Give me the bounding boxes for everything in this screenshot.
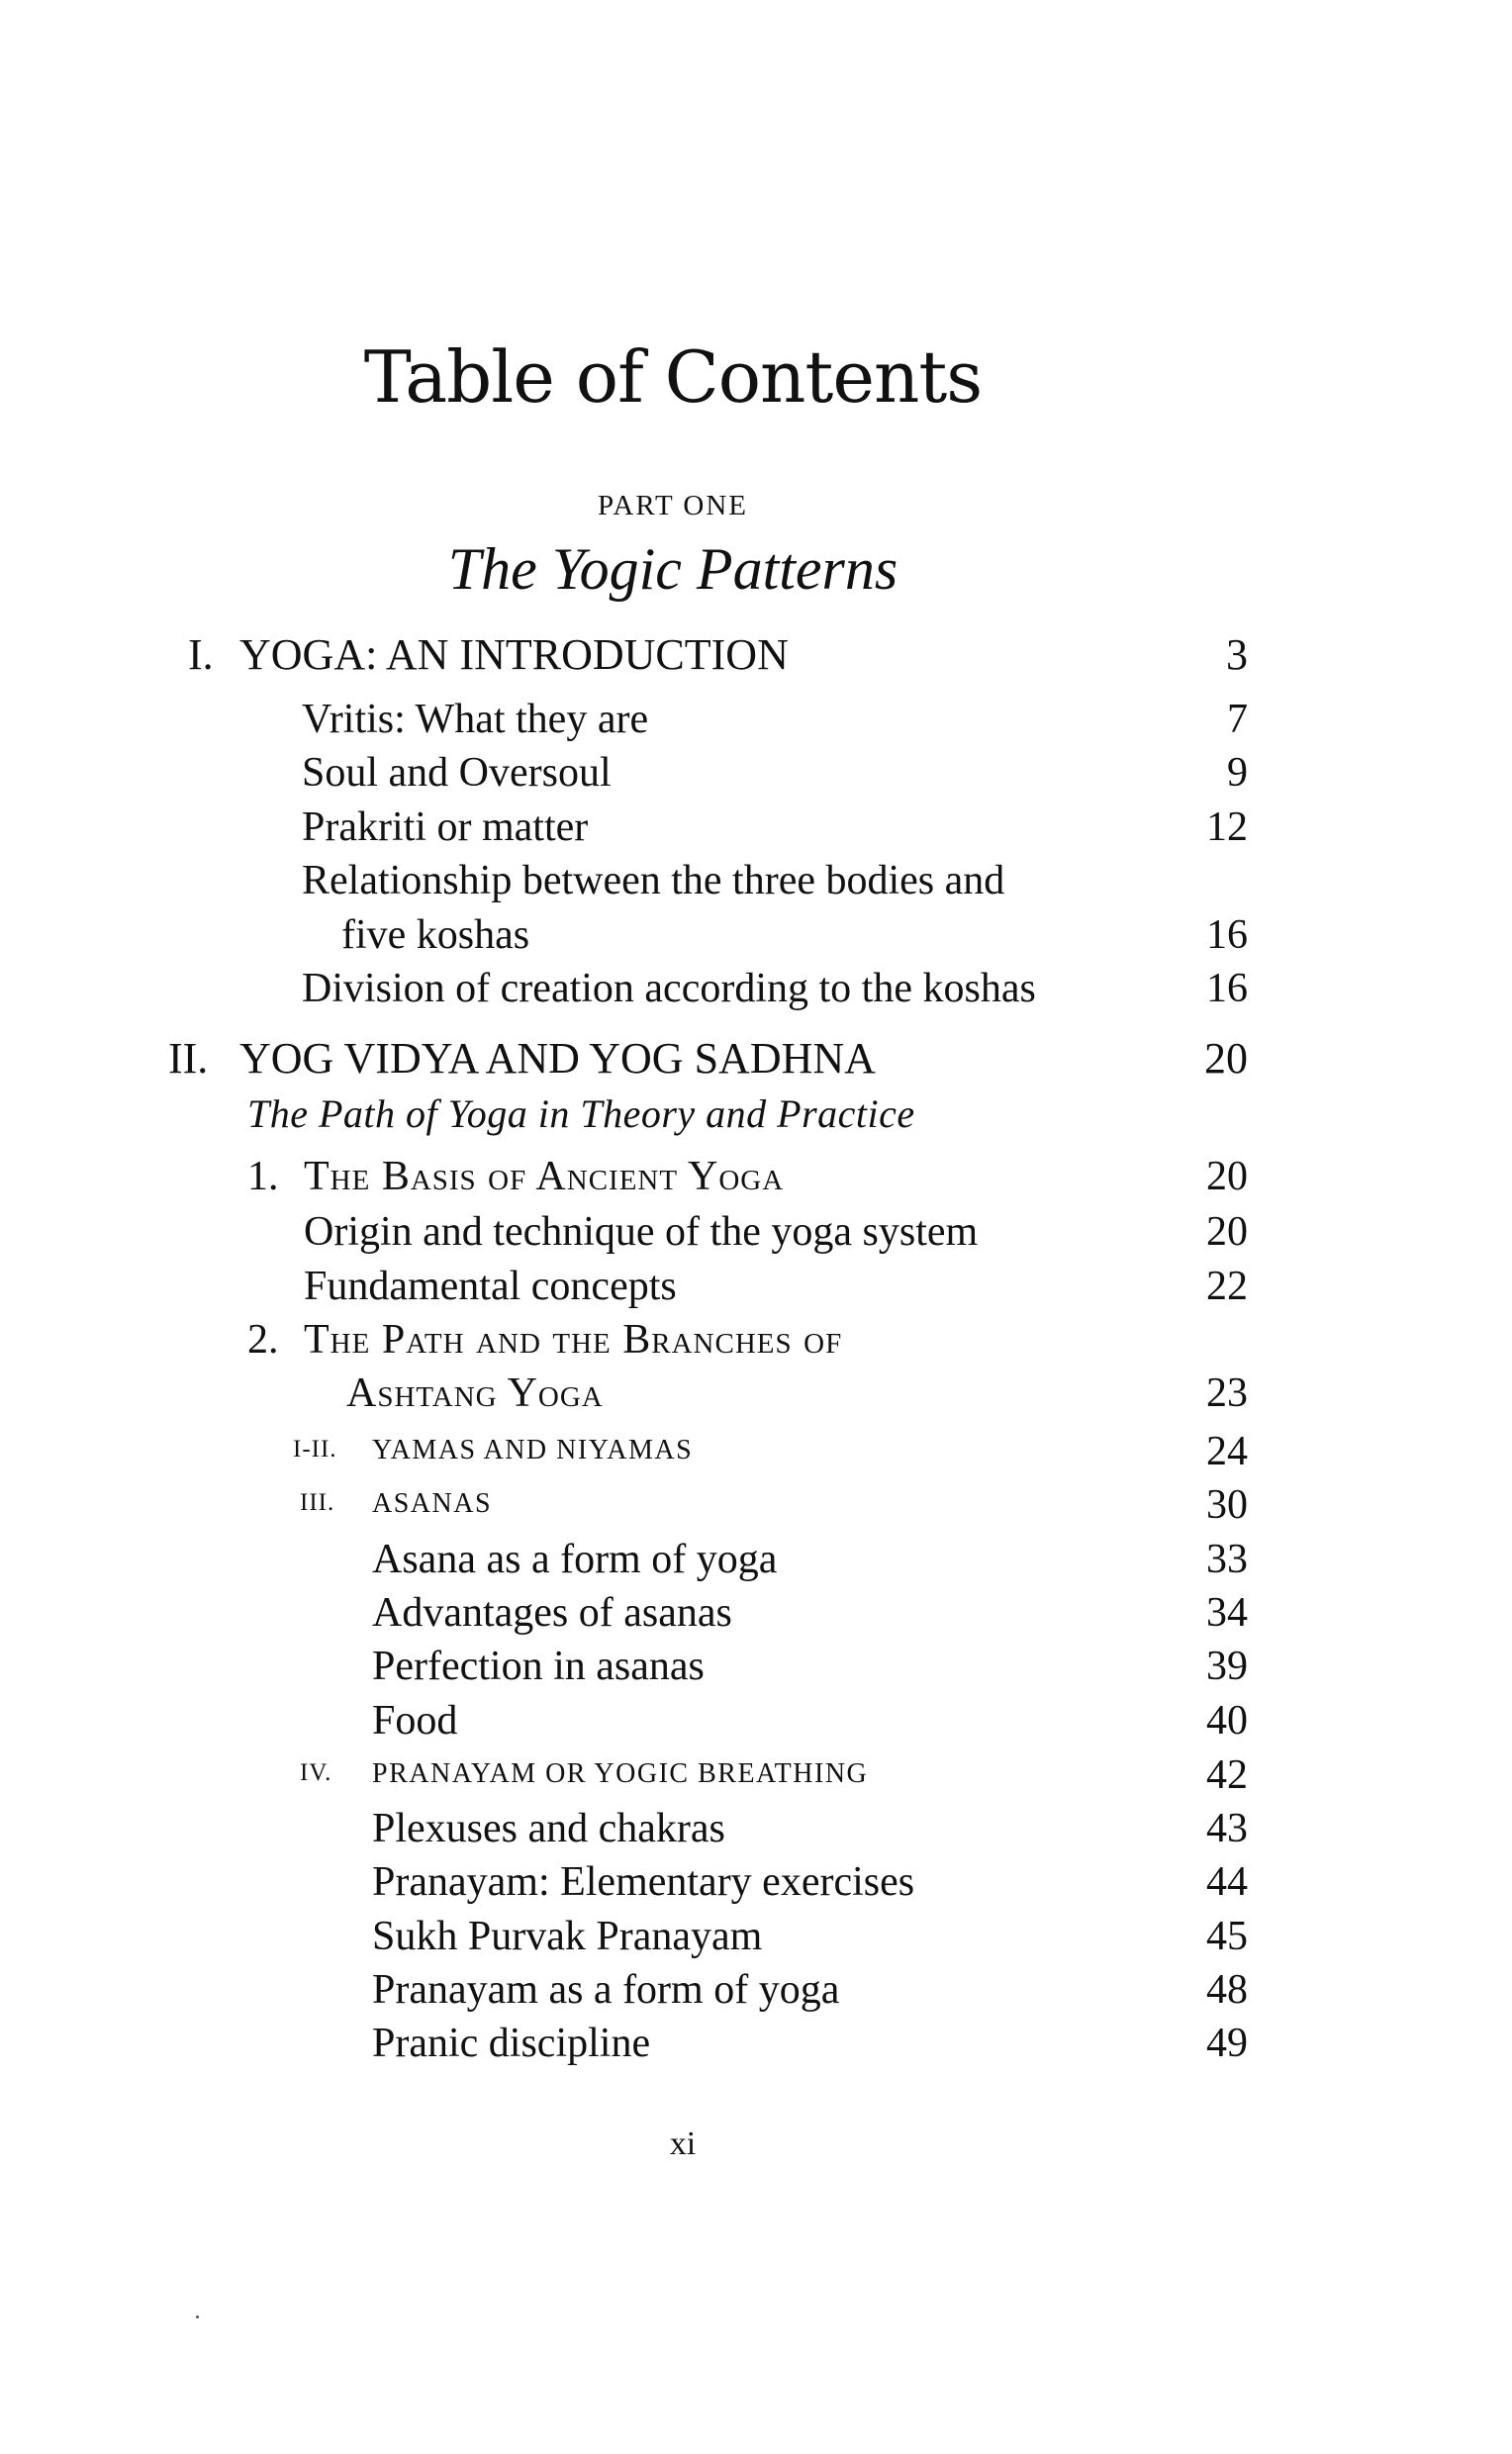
chapter-title: YOGA: AN INTRODUCTION (239, 630, 789, 679)
page-number: 22 (1206, 1264, 1248, 1309)
page-number: 39 (1206, 1644, 1248, 1689)
page-number: 40 (1206, 1698, 1248, 1744)
section-number: 1. (247, 1154, 279, 1199)
part-label: PART ONE (597, 490, 749, 521)
entry-title: Food (372, 1698, 458, 1744)
page-number: 20 (1206, 1154, 1248, 1199)
page-number: 9 (1227, 750, 1248, 796)
part-title: The Yogic Patterns (447, 536, 898, 602)
subsection-number: IV. (300, 1759, 332, 1786)
page-number: 16 (1206, 966, 1248, 1011)
entry-title: Soul and Oversoul (302, 750, 612, 796)
subsection-title: ASANAS (372, 1488, 493, 1519)
section-title: The Path and the Branches of (304, 1317, 843, 1363)
entry-title: Perfection in asanas (372, 1644, 705, 1689)
entry-title: Asana as a form of yoga (372, 1537, 778, 1582)
entry-title: Prakriti or matter (302, 804, 589, 850)
entry-title-continued: five koshas (341, 912, 530, 958)
entry-title: Pranayam as a form of yoga (372, 1967, 840, 2013)
scan-speck (196, 2315, 199, 2318)
page-number: 43 (1206, 1806, 1248, 1851)
page-number: 45 (1206, 1914, 1248, 1959)
page-number: 34 (1206, 1590, 1248, 1636)
entry-title: Pranic discipline (372, 2021, 651, 2066)
chapter-title: YOG VIDYA AND YOG SADHNA (239, 1034, 876, 1083)
page-number: 12 (1206, 804, 1248, 850)
section-number: 2. (247, 1317, 279, 1363)
chapter-number: I. (188, 630, 214, 679)
entry-title: Division of creation according to the koshas (302, 966, 1036, 1011)
entry-title: Origin and technique of the yoga system (304, 1209, 979, 1255)
page-number: 16 (1206, 912, 1248, 958)
page-number: 20 (1206, 1209, 1248, 1255)
page-number: 42 (1206, 1752, 1248, 1798)
page-number: 48 (1206, 1967, 1248, 2013)
page-number: 33 (1206, 1537, 1248, 1582)
entry-title: Advantages of asanas (372, 1590, 732, 1636)
section-title: The Basis of Ancient Yoga (304, 1154, 785, 1199)
subsection-number: III. (300, 1489, 335, 1516)
entry-title: Pranayam: Elementary exercises (372, 1859, 915, 1905)
page-folio: xi (669, 2125, 697, 2162)
entry-title: Vritis: What they are (302, 697, 649, 742)
subsection-title: YAMAS AND NIYAMAS (372, 1435, 694, 1465)
page-number: 30 (1206, 1482, 1248, 1528)
page-title: Table of Contents (363, 335, 983, 419)
page-number: 20 (1204, 1034, 1248, 1083)
page-number: 3 (1226, 630, 1248, 679)
entry-title: Fundamental concepts (304, 1264, 677, 1309)
page-number: 44 (1206, 1859, 1248, 1905)
page-number: 49 (1206, 2021, 1248, 2066)
entry-title: Sukh Purvak Pranayam (372, 1914, 763, 1959)
section-title-continued: Ashtang Yoga (346, 1370, 604, 1416)
entry-title: Plexuses and chakras (372, 1806, 725, 1851)
entry-title: Relationship between the three bodies and (302, 858, 1005, 903)
subsection-title: PRANAYAM OR YOGIC BREATHING (372, 1758, 869, 1789)
page-number: 23 (1206, 1370, 1248, 1416)
page-number: 24 (1206, 1429, 1248, 1474)
page-number: 7 (1227, 697, 1248, 742)
subsection-number: I-II. (293, 1436, 337, 1463)
chapter-number: II. (168, 1034, 209, 1083)
chapter-subtitle: The Path of Yoga in Theory and Practice (247, 1091, 915, 1136)
